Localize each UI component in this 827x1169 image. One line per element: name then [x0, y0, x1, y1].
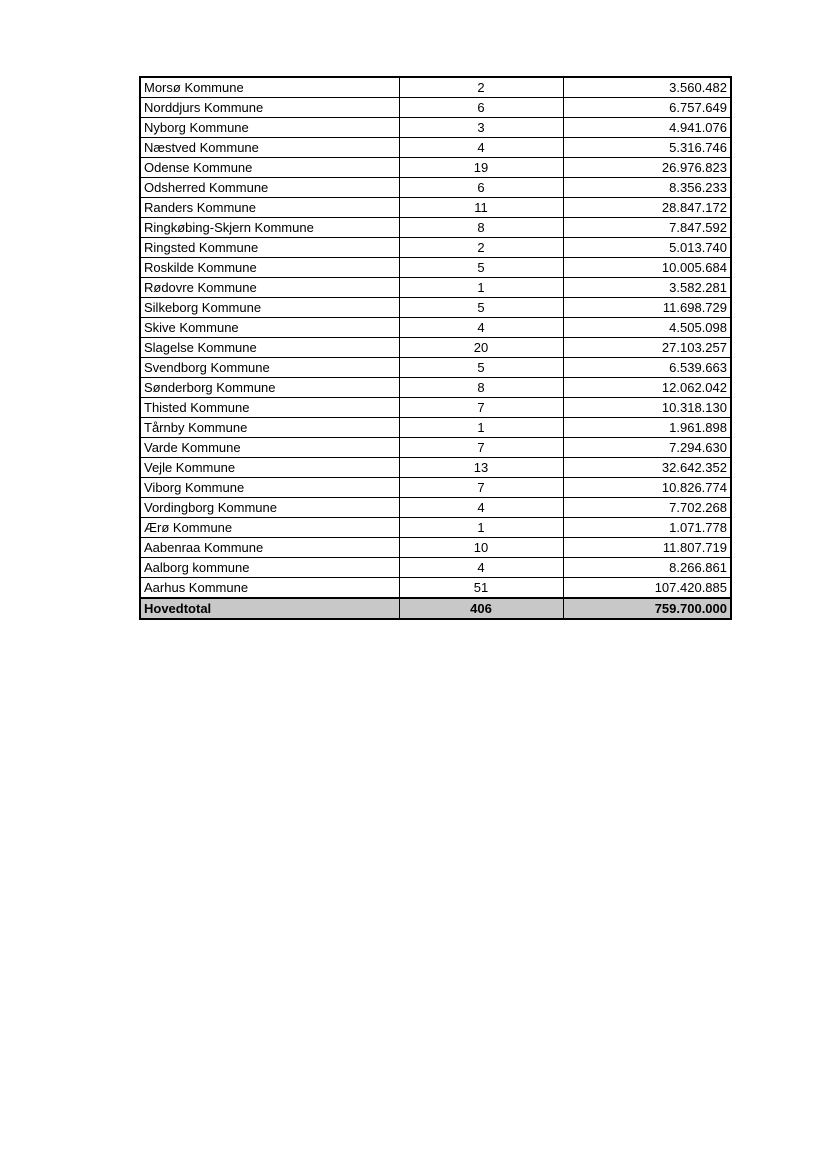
table-row [140, 178, 731, 198]
count-cell: 51 [399, 578, 563, 599]
table-row [140, 218, 731, 238]
kommune-name-cell: Skive Kommune [140, 318, 399, 338]
count-cell: 5 [399, 258, 563, 278]
amount-cell: 10.005.684 [563, 258, 731, 278]
amount-cell: 12.062.042 [563, 378, 731, 398]
amount-cell: 5.316.746 [563, 138, 731, 158]
count-cell: 7 [399, 438, 563, 458]
count-cell: 4 [399, 138, 563, 158]
table-row [140, 378, 731, 398]
amount-cell: 6.757.649 [563, 98, 731, 118]
total-count-cell: 406 [399, 598, 563, 619]
kommune-name-cell: Morsø Kommune [140, 77, 399, 98]
amount-cell: 11.807.719 [563, 538, 731, 558]
amount-cell: 7.294.630 [563, 438, 731, 458]
kommune-table [139, 76, 732, 620]
table-row [140, 198, 731, 218]
kommune-name-cell: Thisted Kommune [140, 398, 399, 418]
count-cell: 5 [399, 358, 563, 378]
count-cell: 4 [399, 558, 563, 578]
count-cell: 10 [399, 538, 563, 558]
count-cell: 7 [399, 478, 563, 498]
count-cell: 6 [399, 178, 563, 198]
kommune-name-cell: Aabenraa Kommune [140, 538, 399, 558]
count-cell: 3 [399, 118, 563, 138]
amount-cell: 1.961.898 [563, 418, 731, 438]
count-cell: 11 [399, 198, 563, 218]
table-body [140, 77, 731, 619]
kommune-name-cell: Ærø Kommune [140, 518, 399, 538]
kommune-name-cell: Silkeborg Kommune [140, 298, 399, 318]
table-row [140, 578, 731, 599]
table-row [140, 418, 731, 438]
count-cell: 7 [399, 398, 563, 418]
count-cell: 4 [399, 498, 563, 518]
table-row [140, 458, 731, 478]
kommune-name-cell: Roskilde Kommune [140, 258, 399, 278]
amount-cell: 4.941.076 [563, 118, 731, 138]
kommune-name-cell: Norddjurs Kommune [140, 98, 399, 118]
amount-cell: 8.266.861 [563, 558, 731, 578]
kommune-name-cell: Svendborg Kommune [140, 358, 399, 378]
table-row [140, 77, 731, 98]
table-row [140, 98, 731, 118]
table-row [140, 258, 731, 278]
table-row [140, 518, 731, 538]
kommune-name-cell: Tårnby Kommune [140, 418, 399, 438]
table-row [140, 138, 731, 158]
table-row [140, 298, 731, 318]
table-row [140, 338, 731, 358]
kommune-name-cell: Næstved Kommune [140, 138, 399, 158]
kommune-name-cell: Aalborg kommune [140, 558, 399, 578]
table-row [140, 238, 731, 258]
table-row [140, 358, 731, 378]
kommune-name-cell: Rødovre Kommune [140, 278, 399, 298]
kommune-name-cell: Ringkøbing-Skjern Kommune [140, 218, 399, 238]
kommune-name-cell: Odsherred Kommune [140, 178, 399, 198]
amount-cell: 27.103.257 [563, 338, 731, 358]
kommune-name-cell: Slagelse Kommune [140, 338, 399, 358]
amount-cell: 32.642.352 [563, 458, 731, 478]
kommune-name-cell: Sønderborg Kommune [140, 378, 399, 398]
total-label-cell: Hovedtotal [140, 598, 399, 619]
amount-cell: 107.420.885 [563, 578, 731, 599]
table-row [140, 538, 731, 558]
table-row [140, 478, 731, 498]
amount-cell: 10.318.130 [563, 398, 731, 418]
count-cell: 1 [399, 418, 563, 438]
amount-cell: 3.582.281 [563, 278, 731, 298]
amount-cell: 7.702.268 [563, 498, 731, 518]
count-cell: 8 [399, 378, 563, 398]
kommune-name-cell: Varde Kommune [140, 438, 399, 458]
kommune-name-cell: Vordingborg Kommune [140, 498, 399, 518]
kommune-name-cell: Randers Kommune [140, 198, 399, 218]
amount-cell: 3.560.482 [563, 77, 731, 98]
amount-cell: 4.505.098 [563, 318, 731, 338]
table-row [140, 438, 731, 458]
count-cell: 20 [399, 338, 563, 358]
table-row [140, 118, 731, 138]
count-cell: 5 [399, 298, 563, 318]
kommune-name-cell: Nyborg Kommune [140, 118, 399, 138]
count-cell: 13 [399, 458, 563, 478]
count-cell: 4 [399, 318, 563, 338]
table-row [140, 318, 731, 338]
count-cell: 2 [399, 238, 563, 258]
table-row [140, 398, 731, 418]
table-row [140, 498, 731, 518]
amount-cell: 7.847.592 [563, 218, 731, 238]
amount-cell: 6.539.663 [563, 358, 731, 378]
count-cell: 6 [399, 98, 563, 118]
count-cell: 2 [399, 77, 563, 98]
kommune-name-cell: Viborg Kommune [140, 478, 399, 498]
table-row [140, 278, 731, 298]
total-amount-cell: 759.700.000 [563, 598, 731, 619]
total-row [140, 598, 731, 619]
amount-cell: 10.826.774 [563, 478, 731, 498]
kommune-name-cell: Aarhus Kommune [140, 578, 399, 599]
table-row [140, 158, 731, 178]
kommune-name-cell: Vejle Kommune [140, 458, 399, 478]
count-cell: 1 [399, 518, 563, 538]
amount-cell: 5.013.740 [563, 238, 731, 258]
amount-cell: 1.071.778 [563, 518, 731, 538]
count-cell: 19 [399, 158, 563, 178]
kommune-name-cell: Odense Kommune [140, 158, 399, 178]
count-cell: 1 [399, 278, 563, 298]
amount-cell: 11.698.729 [563, 298, 731, 318]
kommune-name-cell: Ringsted Kommune [140, 238, 399, 258]
amount-cell: 28.847.172 [563, 198, 731, 218]
amount-cell: 8.356.233 [563, 178, 731, 198]
table-row [140, 558, 731, 578]
count-cell: 8 [399, 218, 563, 238]
amount-cell: 26.976.823 [563, 158, 731, 178]
